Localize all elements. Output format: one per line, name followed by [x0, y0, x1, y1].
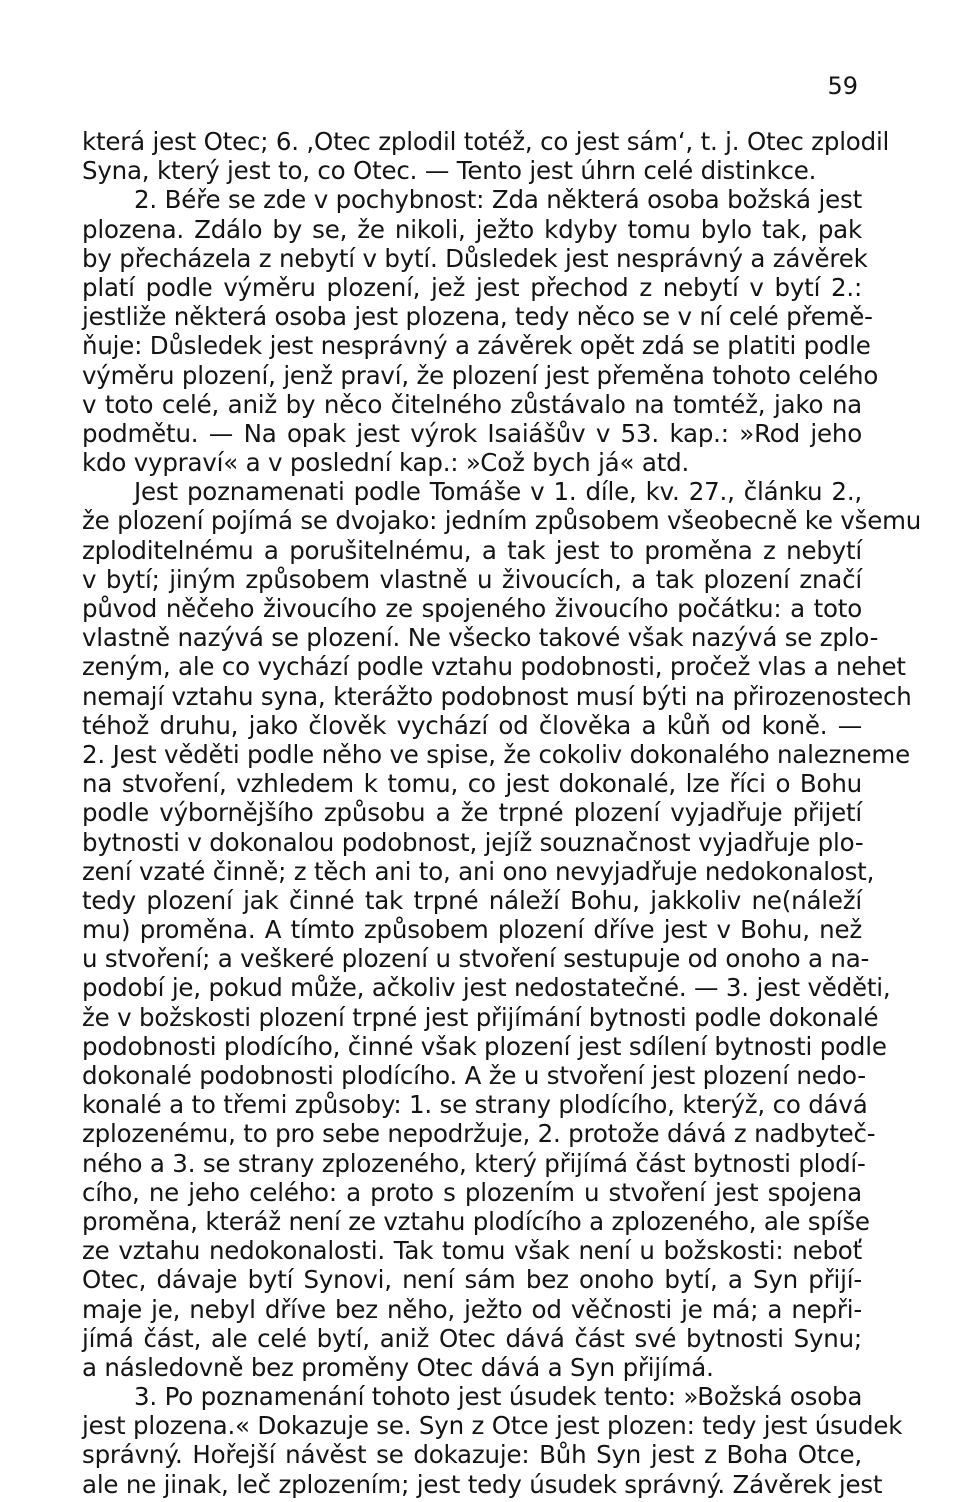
text-line: maje je, nebyl dříve bez něho, ježto od věčnosti je má; a nepři- [82, 1294, 862, 1324]
text-line: 3. Po poznamenání tohoto jest úsudek tento: »Božská osoba [134, 1382, 863, 1412]
text-line: kdo vypraví« a v poslední kap.: »Což bych já« atd. [82, 448, 690, 478]
text-line: ňuje: Důsledek jest nesprávný a závěrek opět zdá se platiti podle [82, 331, 871, 361]
text-line: že v božskosti plození trpné jest přijímání bytnosti podle dokonalé [82, 1002, 879, 1032]
body-text [82, 127, 922, 1499]
text-line: jímá část, ale celé bytí, aniž Otec dává část své bytnosti Synu; [82, 1323, 862, 1353]
text-line: bytnosti v dokonalou podobnost, jejíž souznačnost vyjadřuje plo- [82, 827, 864, 857]
text-line: mu) proměna. A tímto způsobem plození dříve jest v Bohu, než [82, 915, 862, 945]
text-line: proměna, kteráž není ze vztahu plodícího a zplozeného, ale spíše [82, 1206, 870, 1236]
text-line: v bytí; jiným způsobem vlastně u živoucích, a tak plození značí [82, 564, 862, 594]
text-line: platí podle výměru plození, jež jest přechod z nebytí v bytí 2.: [82, 272, 862, 302]
text-line: cího, ne jeho celého: a proto s plozením u stvoření jest spojena [82, 1177, 862, 1207]
text-line: Jest poznamenati podle Tomáše v 1. díle, kv. 27., článku 2., [134, 477, 862, 507]
text-line: tedy plození jak činné tak trpné náleží Bohu, jakkoliv ne(náleží [82, 885, 862, 915]
text-line: podle výbornějšího způsobu a že trpné plození vyjadřuje přijetí [82, 798, 862, 828]
text-line: vlastně nazývá se plození. Ne všecko takové však nazývá se zplo- [82, 623, 879, 653]
text-line: nemají vztahu syna, kterážto podobnost musí býti na přirozenostech [82, 681, 912, 711]
text-line: téhož druhu, jako člověk vychází od člověka a kůň od koně. — [82, 710, 862, 740]
text-line: Otec, dávaje bytí Synovi, není sám bez onoho bytí, a Syn přijí- [82, 1265, 862, 1295]
text-line: plozena. Zdálo by se, že nikoli, ježto kdyby tomu bylo tak, pak [82, 214, 862, 244]
text-line: by přecházela z nebytí v bytí. Důsledek jest nesprávný a závěrek [82, 243, 868, 273]
text-line: jestliže některá osoba jest plozena, tedy něco se v ní celé přemě- [82, 302, 873, 332]
text-line: že plození pojímá se dvojako: jedním způsobem všeobecně ke všemu [82, 506, 922, 536]
text-line: dokonalé podobnosti plodícího. A že u stvoření jest plození nedo- [82, 1061, 866, 1090]
page-number: 59 [827, 72, 858, 100]
text-line: zeným, ale co vychází podle vztahu podobnosti, pročež vlas a nehet [82, 652, 906, 682]
text-line: 2. Béře se zde v pochybnost: Zda některá osoba božská jest [134, 185, 862, 215]
text-line: podobnosti plodícího, činné však plození jest sdílení bytnosti podle [82, 1031, 887, 1061]
text-line: ale ne jinak, leč zplozením; jest tedy úsudek správný. Závěrek jest [82, 1469, 883, 1499]
text-line: ze vztahu nedokonalosti. Tak tomu však není u božskosti: neboť [82, 1236, 862, 1266]
text-line: zení vzaté činně; z těch ani to, ani ono nevyjadřuje nedokonalost, [82, 856, 875, 886]
text-line: zplozenému, to pro sebe nepodržuje, 2. protože dává z nadbyteč- [82, 1119, 876, 1149]
text-line: která jest Otec; 6. ,Otec zplodil totéž, co jest sám‘, t. j. Otec zplodil [82, 127, 890, 156]
text-line: původ něčeho živoucího ze spojeného živoucího počátku: a toto [82, 594, 862, 623]
text-line: v toto celé, aniž by něco čitelného zůstávalo na tomtéž, jako na [82, 389, 862, 419]
text-line: 2. Jest věděti podle něho ve spise, že cokoliv dokonalého nalezneme [82, 739, 910, 769]
text-line: správný. Hořejší návěst se dokazuje: Bůh Syn jest z Boha Otce, [82, 1440, 862, 1470]
text-line: ného a 3. se strany zplozeného, který přijímá část bytnosti plodí- [82, 1148, 866, 1178]
text-line: výměru plození, jenž praví, že plození jest přeměna tohoto celého [82, 360, 879, 390]
text-line: jest plozena.« Dokazuje se. Syn z Otce jest plozen: tedy jest úsudek [82, 1411, 903, 1441]
text-line: konalé a to třemi způsoby: 1. se strany plodícího, kterýž, co dává [82, 1090, 868, 1120]
text-line: podobí je, pokud může, ačkoliv jest nedostatečné. — 3. jest věděti, [82, 973, 891, 1003]
text-line: u stvoření; a veškeré plození u stvoření sestupuje od onoho a na- [82, 944, 870, 974]
text-line: a následovně bez proměny Otec dává a Syn přijímá. [82, 1352, 714, 1382]
text-line: zploditelnému a porušitelnému, a tak jest to proměna z nebytí [82, 535, 862, 565]
text-line: podmětu. — Na opak jest výrok Isaiášův v 53. kap.: »Rod jeho [82, 418, 862, 448]
text-line: Syna, který jest to, co Otec. — Tento jest úhrn celé distinkce. [82, 156, 817, 186]
text-line: na stvoření, vzhledem k tomu, co jest dokonalé, lze říci o Bohu [82, 769, 862, 799]
